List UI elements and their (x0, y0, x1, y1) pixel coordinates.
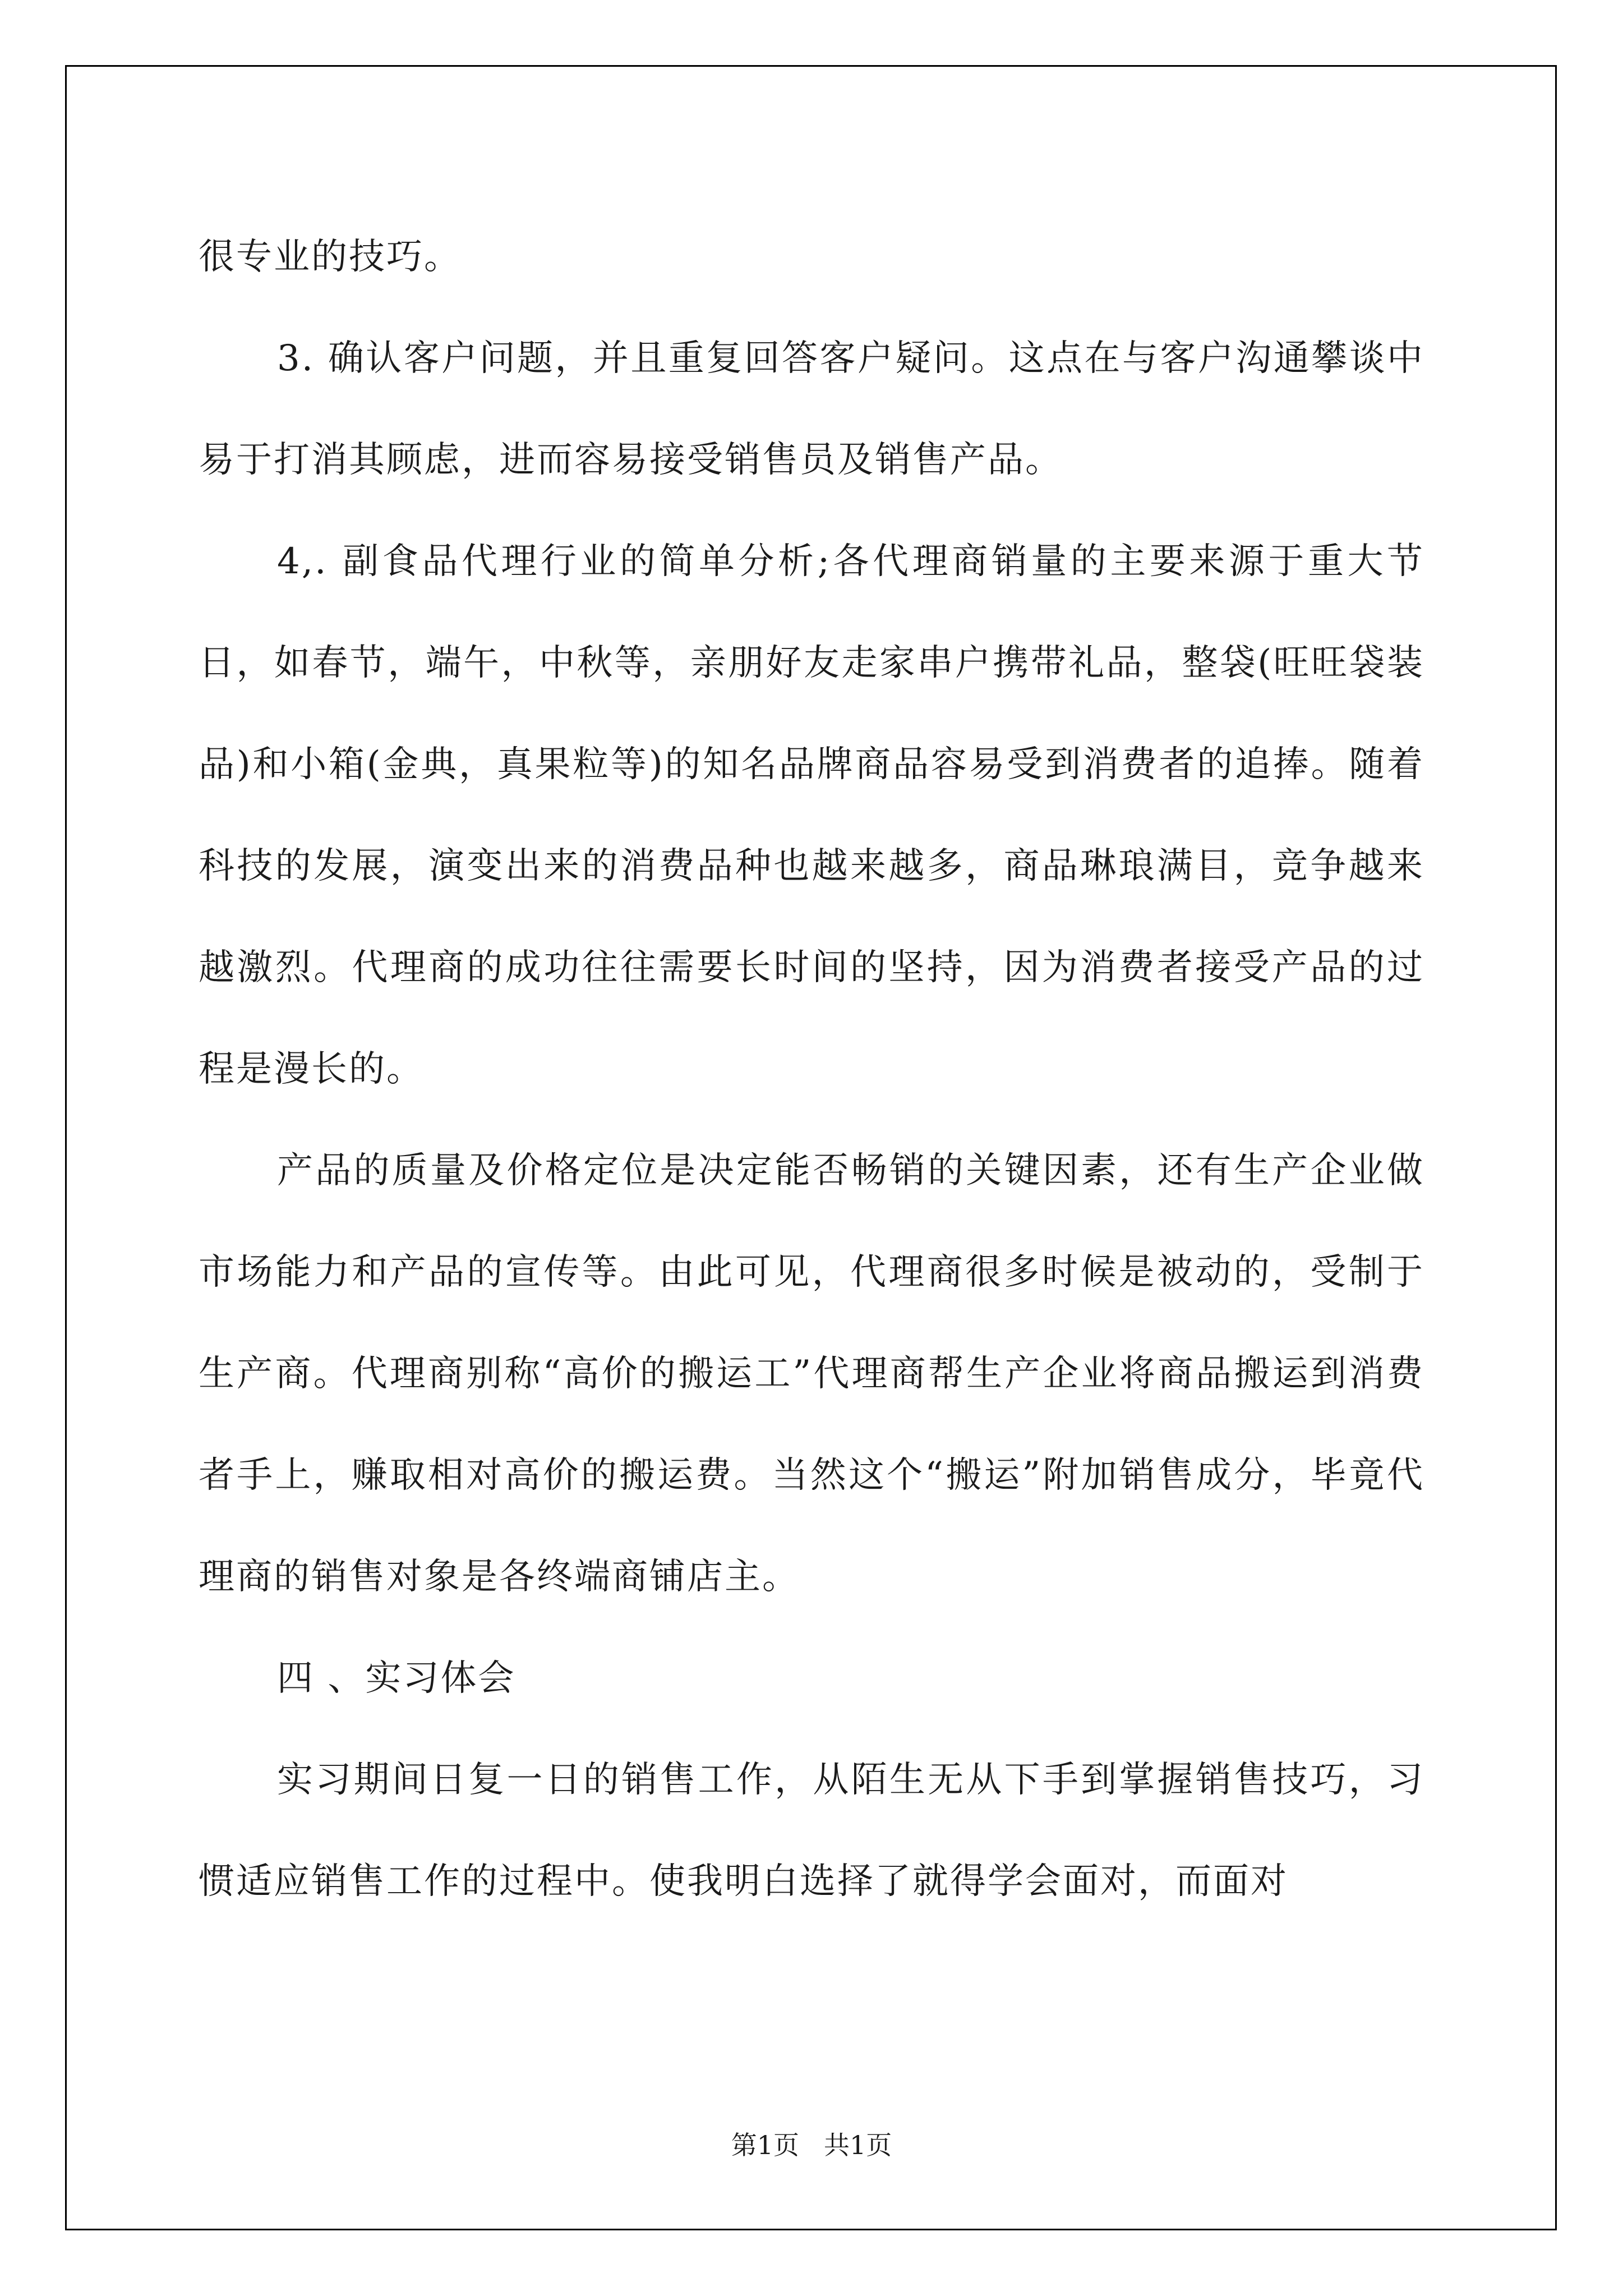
page-number-total: 共1页 (824, 2130, 892, 2160)
section-heading-4: 四 、实习体会 (277, 1658, 516, 1699)
document-body (199, 206, 1424, 1932)
paragraph-5: 实习期间日复一日的销售工作，从陌生无从下手到掌握销售技巧，习惯适应销售工作的过程中。使我明白选择了就得学会面对，而面对 (199, 1759, 1424, 1902)
paragraph-4: 产品的质量及价格定位是决定能否畅销的关键因素，还有生产企业做市场能力和产品的宣传等。由此可见，代理商很多时候是被动的，受制于生产商。代理商别称“高价的搬运工”代理商帮生产企业将商品搬运到消费者手上，赚取相对高价的搬运费。当然这个“搬运”附加销售成分，毕竟代理商的销售对象是各终端商铺店主。 (199, 1150, 1424, 1598)
paragraph-2: 3. 确认客户问题，并且重复回答客户疑问。这点在与客户沟通攀谈中易于打消其顾虑，进而容易接受销售员及销售产品。 (199, 338, 1424, 481)
page-footer (0, 2125, 1623, 2162)
page-number-current: 第1页 (731, 2130, 799, 2160)
paragraph-3: 4,. 副食品代理行业的简单分析;各代理商销量的主要来源于重大节日，如春节，端午，中秋等，亲朋好友走家串户携带礼品，整袋(旺旺袋装品)和小箱(金典，真果粒等)的知名品牌商品容易受到消费者的追捧。随着科技的发展，演变出来的消费品种也越来越多，商品琳琅满目，竞争越来越激烈。代理商的成功往往需要长时间的坚持，因为消费者接受产品的过程是漫长的。 (199, 541, 1424, 1090)
paragraph-1: 很专业的技巧。 (199, 236, 462, 278)
